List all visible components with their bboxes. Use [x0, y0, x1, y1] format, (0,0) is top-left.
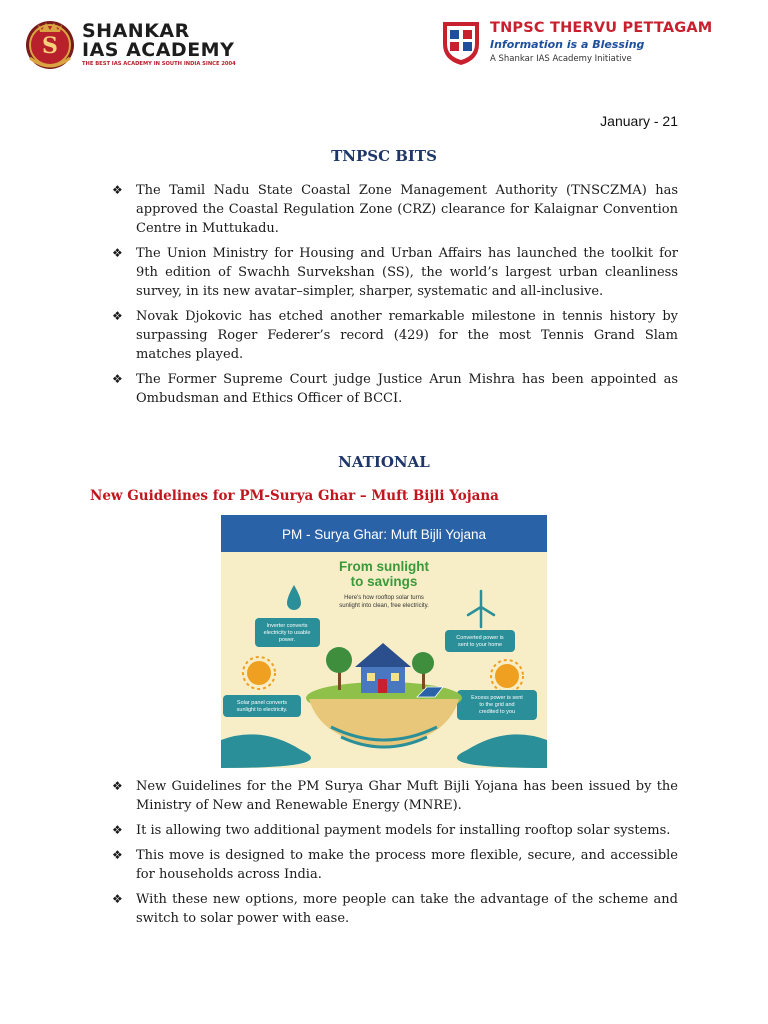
tnpsc-thervu-pettagam-logo	[440, 18, 740, 74]
diamond-bullet-icon: ❖	[112, 183, 123, 197]
infographic-title: PM - Surya Ghar: Muft Bijli Yojana	[281, 527, 487, 542]
pettagam-subtitle: A Shankar IAS Academy Initiative	[490, 54, 632, 64]
info-box-home	[445, 630, 515, 652]
diamond-bullet-icon: ❖	[112, 848, 123, 862]
diamond-bullet-icon: ❖	[112, 309, 123, 323]
list-item-text: With these new options, more people can take the advantage of the scheme and switch to solar power with ease.	[136, 892, 678, 926]
diamond-bullet-icon: ❖	[112, 779, 123, 793]
info-box-inverter	[255, 618, 320, 647]
seal-letter: S	[42, 33, 58, 59]
svg-text:Converted power is: Converted power is	[456, 635, 504, 641]
national-list	[112, 777, 678, 934]
brand-line-1: SHANKAR	[82, 20, 190, 42]
shankar-ias-logo	[24, 18, 244, 72]
diamond-bullet-icon: ❖	[112, 246, 123, 260]
svg-text:Excess power is sent: Excess power is sent	[471, 695, 523, 701]
info-box-panel	[223, 695, 301, 717]
list-item-text: The Former Supreme Court judge Justice Arun Mishra has been appointed as Ombudsman and Ethics Officer of BCCI.	[136, 372, 678, 406]
infographic-intro-1: Here's how rooftop solar turns	[344, 595, 424, 601]
list-item-text: New Guidelines for the PM Surya Ghar Muft Bijli Yojana has been issued by the Ministry of New and Renewable Energy (MNRE).	[136, 779, 678, 813]
list-item	[112, 244, 678, 301]
list-item-text: This move is designed to make the process more flexible, secure, and accessible for households across India.	[136, 848, 678, 882]
brand-line-2: IAS ACADEMY	[82, 39, 235, 61]
list-item-text: Novak Djokovic has etched another remarkable milestone in tennis history by surpassing Roger Federer’s record (429) for the most Tennis Grand Slam matches played.	[136, 309, 678, 362]
svg-text:power.: power.	[278, 637, 296, 643]
svg-text:Solar panel converts: Solar panel converts	[236, 700, 288, 706]
list-item	[112, 890, 678, 928]
list-item	[112, 821, 678, 840]
academy-seal-icon	[24, 18, 76, 70]
list-item	[112, 181, 678, 238]
svg-text:electricity to usable: electricity to usable	[263, 630, 311, 636]
list-item	[112, 370, 678, 408]
list-item	[112, 777, 678, 815]
tnpsc-bits-list	[112, 181, 678, 414]
list-item-text: The Union Ministry for Housing and Urban Affairs has launched the toolkit for 9th edition of Swachh Survekshan (SS), the world’s largest urban cleanliness survey, in its new avatar–simpler, sharper, systematic and all-inclusive.	[136, 246, 678, 299]
svg-text:Inverter converts: Inverter converts	[266, 623, 308, 629]
national-heading: NATIONAL	[338, 453, 430, 471]
svg-text:sent to your home: sent to your home	[457, 642, 503, 648]
tnpsc-bits-heading: TNPSC BITS	[331, 147, 437, 165]
svg-text:credited to you: credited to you	[478, 709, 516, 715]
diamond-bullet-icon: ❖	[112, 823, 123, 837]
svg-text:sunlight to electricity.: sunlight to electricity.	[236, 707, 288, 713]
issue-date: January - 21	[600, 113, 678, 129]
diamond-bullet-icon: ❖	[112, 892, 123, 906]
pettagam-title: TNPSC THERVU PETTAGAM	[490, 20, 713, 36]
infographic-headline-2: to savings	[350, 574, 418, 589]
pettagam-shield-icon	[440, 18, 482, 66]
article-subheading: New Guidelines for PM-Surya Ghar – Muft Bijli Yojana	[90, 488, 499, 504]
list-item-text: It is allowing two additional payment models for installing rooftop solar systems.	[136, 823, 671, 838]
list-item-text: The Tamil Nadu State Coastal Zone Management Authority (TNSCZMA) has approved the Coastal Regulation Zone (CRZ) clearance for Kalaignar Convention Centre in Muttukadu.	[136, 183, 678, 236]
infographic-intro-2: sunlight into clean, free electricity.	[339, 603, 429, 609]
surya-ghar-infographic	[221, 515, 547, 768]
list-item	[112, 307, 678, 364]
svg-text:to the grid and: to the grid and	[479, 702, 515, 708]
diamond-bullet-icon: ❖	[112, 372, 123, 386]
pettagam-tagline: Information is a Blessing	[490, 38, 645, 51]
info-box-grid	[457, 690, 537, 720]
brand-tagline: THE BEST IAS ACADEMY IN SOUTH INDIA SINCE 2004	[82, 61, 236, 67]
infographic-headline-1: From sunlight	[339, 559, 429, 574]
list-item	[112, 846, 678, 884]
